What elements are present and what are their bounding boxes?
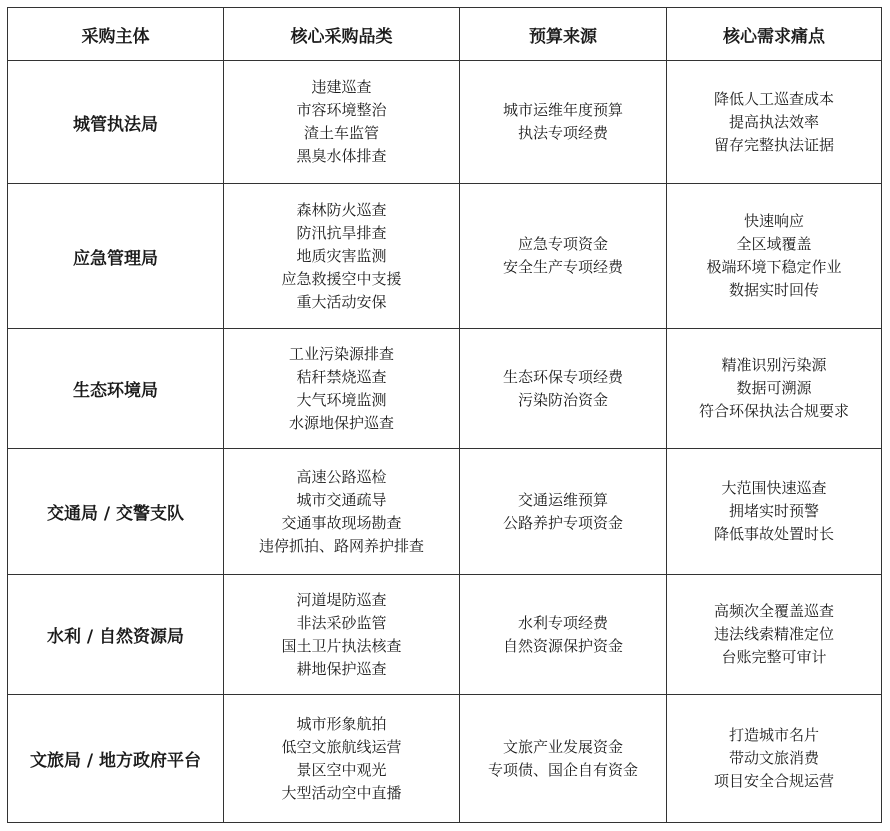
- table-row: [8, 449, 882, 575]
- cell-budget: [460, 575, 667, 695]
- category-item: 工业污染源排查: [288, 344, 394, 363]
- pain-point-item: 项目安全合规运营: [713, 772, 834, 790]
- table-row: [8, 61, 882, 184]
- pain-point-item: 精准识别污染源: [721, 356, 827, 374]
- cell-subject: 交通局 / 交警支队: [8, 449, 224, 575]
- category-item: 水源地保护巡查: [288, 413, 394, 432]
- category-item: 河道堤防巡查: [296, 590, 387, 609]
- cell-budget: [460, 184, 667, 329]
- cell-categories: [224, 61, 460, 184]
- pain-point-item: 高频次全覆盖巡查: [713, 602, 834, 620]
- budget-item: 应急专项资金: [517, 235, 608, 253]
- cell-pain-points: [667, 61, 882, 184]
- pain-point-item: 极端环境下稳定作业: [706, 258, 842, 276]
- category-item: 景区空中观光: [296, 760, 387, 779]
- category-item: 非法采砂监管: [296, 613, 387, 632]
- pain-point-item: 打造城市名片: [728, 726, 819, 744]
- table-header-row: [8, 8, 882, 61]
- category-item: 违停抓拍、路网养护排查: [258, 536, 424, 555]
- category-item: 大气环境监测: [296, 390, 387, 409]
- category-item: 防汛抗旱排查: [296, 223, 387, 242]
- category-item: 城市形象航拍: [296, 714, 387, 733]
- cell-budget: [460, 449, 667, 575]
- cell-pain-points: [667, 575, 882, 695]
- category-item: 国土卫片执法核查: [281, 636, 402, 655]
- cell-subject: 城管执法局: [8, 61, 224, 184]
- budget-item: 城市运维年度预算: [502, 101, 623, 119]
- pain-point-item: 数据实时回传: [728, 281, 819, 299]
- budget-item: 交通运维预算: [517, 490, 608, 509]
- category-item: 大型活动空中直播: [281, 783, 402, 802]
- budget-item: 安全生产专项经费: [502, 258, 623, 276]
- procurement-table-container: [7, 7, 881, 823]
- cell-pain-points: [667, 184, 882, 329]
- cell-budget: [460, 329, 667, 449]
- header-pain-points: 核心需求痛点: [667, 8, 882, 61]
- budget-item: 污染防治资金: [517, 390, 608, 409]
- pain-point-item: 符合环保执法合规要求: [698, 402, 849, 420]
- category-item: 城市交通疏导: [296, 490, 387, 509]
- header-categories: 核心采购品类: [224, 8, 460, 61]
- cell-pain-points: [667, 329, 882, 449]
- category-item: 应急救援空中支援: [281, 269, 402, 288]
- category-item: 交通事故现场勘查: [281, 513, 402, 532]
- table-row: [8, 695, 882, 823]
- cell-pain-points: [667, 695, 882, 823]
- pain-point-item: 台账完整可审计: [721, 648, 827, 666]
- category-item: 耕地保护巡查: [296, 659, 387, 678]
- pain-point-item: 拥堵实时预警: [728, 502, 819, 520]
- pain-point-item: 快速响应: [743, 212, 804, 230]
- category-item: 高速公路巡检: [296, 467, 387, 486]
- budget-item: 专项债、国企自有资金: [487, 760, 638, 779]
- category-item: 地质灾害监测: [296, 246, 387, 265]
- pain-point-item: 大范围快速巡查: [721, 479, 827, 497]
- category-item: 低空文旅航线运营: [281, 737, 402, 756]
- cell-categories: [224, 695, 460, 823]
- category-item: 违建巡查: [311, 78, 372, 96]
- cell-budget: [460, 61, 667, 184]
- pain-point-item: 数据可溯源: [736, 379, 812, 397]
- pain-point-item: 违法线索精准定位: [713, 625, 834, 643]
- category-item: 秸秆禁烧巡查: [296, 367, 387, 386]
- cell-subject: 生态环境局: [8, 329, 224, 449]
- cell-subject: 应急管理局: [8, 184, 224, 329]
- budget-item: 生态环保专项经费: [502, 367, 623, 386]
- budget-item: 执法专项经费: [517, 124, 608, 142]
- header-subject: 采购主体: [8, 8, 224, 61]
- procurement-table: [7, 7, 882, 823]
- cell-budget: [460, 695, 667, 823]
- pain-point-item: 带动文旅消费: [728, 749, 819, 767]
- cell-categories: [224, 184, 460, 329]
- category-item: 黑臭水体排查: [296, 147, 387, 165]
- table-row: [8, 575, 882, 695]
- cell-categories: [224, 329, 460, 449]
- cell-categories: [224, 575, 460, 695]
- category-item: 重大活动安保: [296, 292, 387, 311]
- cell-categories: [224, 449, 460, 575]
- category-item: 市容环境整治: [296, 101, 387, 119]
- cell-pain-points: [667, 449, 882, 575]
- budget-item: 文旅产业发展资金: [502, 737, 623, 756]
- pain-point-item: 留存完整执法证据: [713, 135, 834, 154]
- pain-point-item: 提高执法效率: [728, 112, 819, 131]
- pain-point-item: 降低事故处置时长: [713, 525, 834, 543]
- budget-item: 自然资源保护资金: [502, 636, 623, 655]
- category-item: 森林防火巡查: [296, 200, 387, 219]
- cell-subject: 水利 / 自然资源局: [8, 575, 224, 695]
- category-item: 渣土车监管: [303, 124, 379, 142]
- table-row: [8, 329, 882, 449]
- pain-point-item: 降低人工巡查成本: [713, 89, 834, 108]
- pain-point-item: 全区域覆盖: [736, 235, 812, 253]
- table-row: [8, 184, 882, 329]
- cell-subject: 文旅局 / 地方政府平台: [8, 695, 224, 823]
- budget-item: 公路养护专项资金: [502, 513, 623, 532]
- header-budget: 预算来源: [460, 8, 667, 61]
- budget-item: 水利专项经费: [517, 613, 608, 632]
